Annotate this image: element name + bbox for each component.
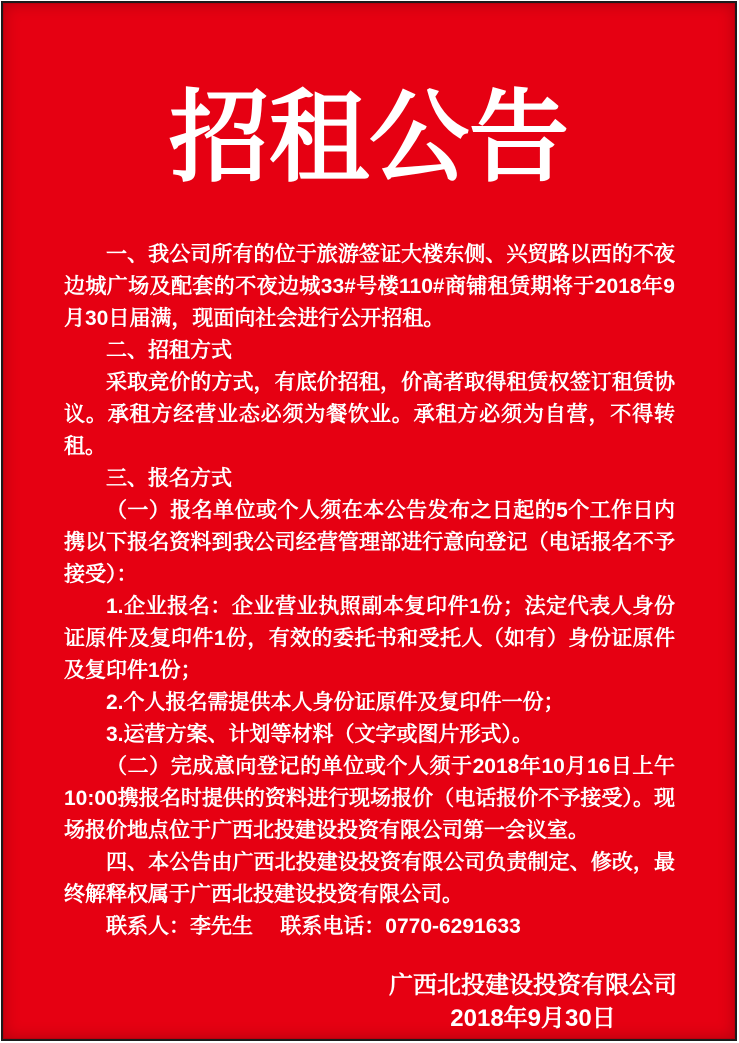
paragraph-individual-registration: 2.个人报名需提供本人身份证原件及复印件一份； [106,691,565,714]
signature-company-name: 广西北投建设投资有限公司 [389,972,677,999]
paragraph-onsite-bidding: （二）完成意向登记的单位或个人须于2018年10月16日上午10:00携报名时提供的资料进行现场报价（电话报价不予接受）。现场报价地点位于广西北投建设投资有限公司第一会议室。 [64,755,675,842]
poster-body [64,239,675,943]
paragraph-registration-instructions: （一）报名单位或个人须在本公告发布之日起的5个工作日内携以下报名资料到我公司经营管理部进行意向登记（电话报名不予接受）： [64,499,675,586]
paragraph-operation-plan: 3.运营方案、计划等材料（文字或图片形式）。 [106,723,534,746]
signature-block [3,969,677,1035]
contact-person-label: 联系人： [106,915,190,938]
rental-announcement-poster [1,1,737,1041]
contact-line [64,911,675,943]
heading-rental-method: 二、招租方式 [106,339,232,362]
contact-person-name: 李先生 [190,915,253,938]
paragraph-rental-method: 采取竞价的方式，有底价招租，价高者取得租赁权签订租赁协议。承租方经营业态必须为餐饮业。承租方必须为自营，不得转租。 [64,371,675,458]
signature-date: 2018年9月30日 [450,1005,616,1032]
poster-title: 招租公告 [169,78,569,196]
contact-phone-number: 0770-6291633 [385,915,521,938]
paragraph-property-description: 一、我公司所有的位于旅游签证大楼东侧、兴贸路以西的不夜边城广场及配套的不夜边城33#号楼110#商铺租赁期将于2018年9月30日届满，现面向社会进行公开招租。 [64,243,675,330]
paragraph-enterprise-registration: 1.企业报名：企业营业执照副本复印件1份；法定代表人身份证原件及复印件1份，有效的委托书和受托人（如有）身份证原件及复印件1份； [64,595,675,682]
contact-phone-label: 联系电话： [280,915,386,938]
heading-registration-method: 三、报名方式 [106,467,232,490]
signature-inner [389,969,677,1035]
paragraph-interpretation-rights: 四、本公告由广西北投建设投资有限公司负责制定、修改，最终解释权属于广西北投建设投资有限公司。 [64,851,675,906]
